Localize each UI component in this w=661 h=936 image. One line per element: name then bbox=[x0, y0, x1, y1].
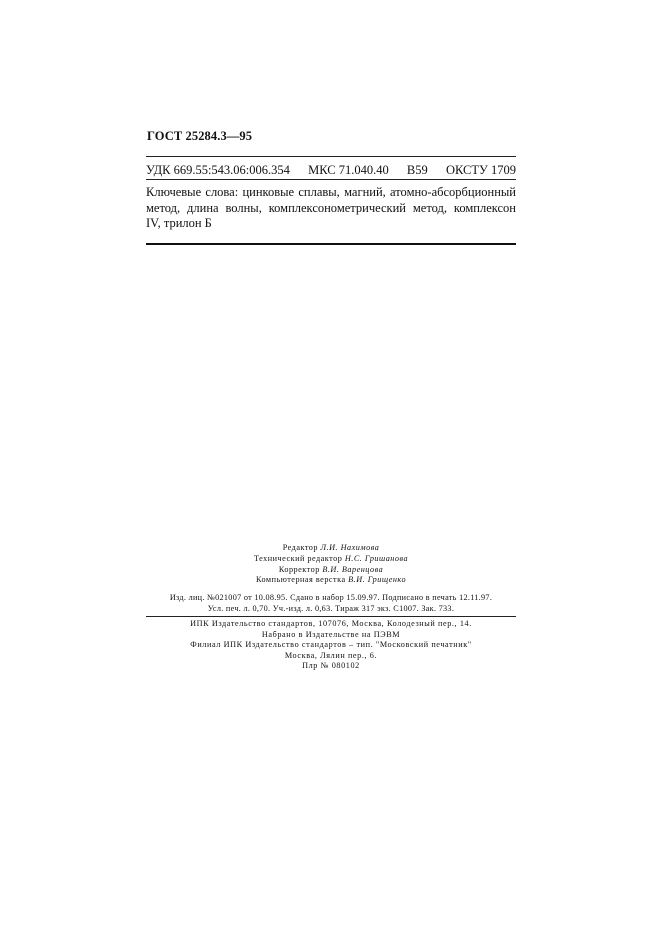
publication-line: Усл. печ. л. 0,70. Уч.-изд. л. 0,63. Тираж 317 экз. С1007. Зак. 733. bbox=[207, 603, 455, 613]
printing-line: Москва, Лялин пер., 6. bbox=[284, 650, 378, 660]
standard-code: ГОСТ 25284.3—95 bbox=[147, 129, 253, 143]
group-code: В59 bbox=[406, 163, 428, 177]
okstu-code: ОКСТУ 1709 bbox=[445, 163, 516, 177]
mks-code: МКС 71.040.40 bbox=[308, 163, 389, 177]
bottom-rule bbox=[146, 243, 516, 245]
credits-block bbox=[146, 543, 516, 586]
keywords-line: метод, длина волны, комплексонометрический метод, комплексон bbox=[146, 200, 516, 215]
publication-line: Изд. лиц. №021007 от 10.08.95. Сдано в набор 15.09.97. Подписано в печать 12.11.97. bbox=[169, 593, 493, 602]
top-rule bbox=[146, 156, 516, 157]
keywords-block bbox=[146, 185, 516, 232]
printing-line: ИПК Издательство стандартов, 107076, Москва, Колодезный пер., 14. bbox=[190, 619, 472, 628]
printing-line: Филиал ИПК Издательство стандартов – тип. "Московский печатник" bbox=[190, 640, 472, 650]
imprint-rule bbox=[146, 616, 516, 617]
keywords-line: Ключевые слова: цинковые сплавы, магний, атомно-абсорбционный bbox=[146, 185, 516, 199]
layout-credit: Компьютерная верстка В.И. Грищенко bbox=[255, 575, 407, 585]
tech-editor-credit: Технический редактор Н.С. Гришанова bbox=[253, 553, 409, 563]
printing-line: Плр № 080102 bbox=[302, 661, 360, 671]
keywords-line: IV, трилон Б bbox=[146, 216, 212, 230]
editor-credit: Редактор Л.И. Нахимова bbox=[282, 543, 380, 552]
udk-code: УДК 669.55:543.06:006.354 bbox=[146, 163, 290, 177]
middle-rule bbox=[146, 179, 516, 180]
publication-info bbox=[146, 593, 516, 614]
classification-row bbox=[146, 163, 516, 178]
printing-info bbox=[146, 619, 516, 672]
printing-line: Набрано в Издательстве на ПЭВМ bbox=[261, 629, 401, 639]
corrector-credit: Корректор В.И. Варенцова bbox=[278, 564, 384, 574]
